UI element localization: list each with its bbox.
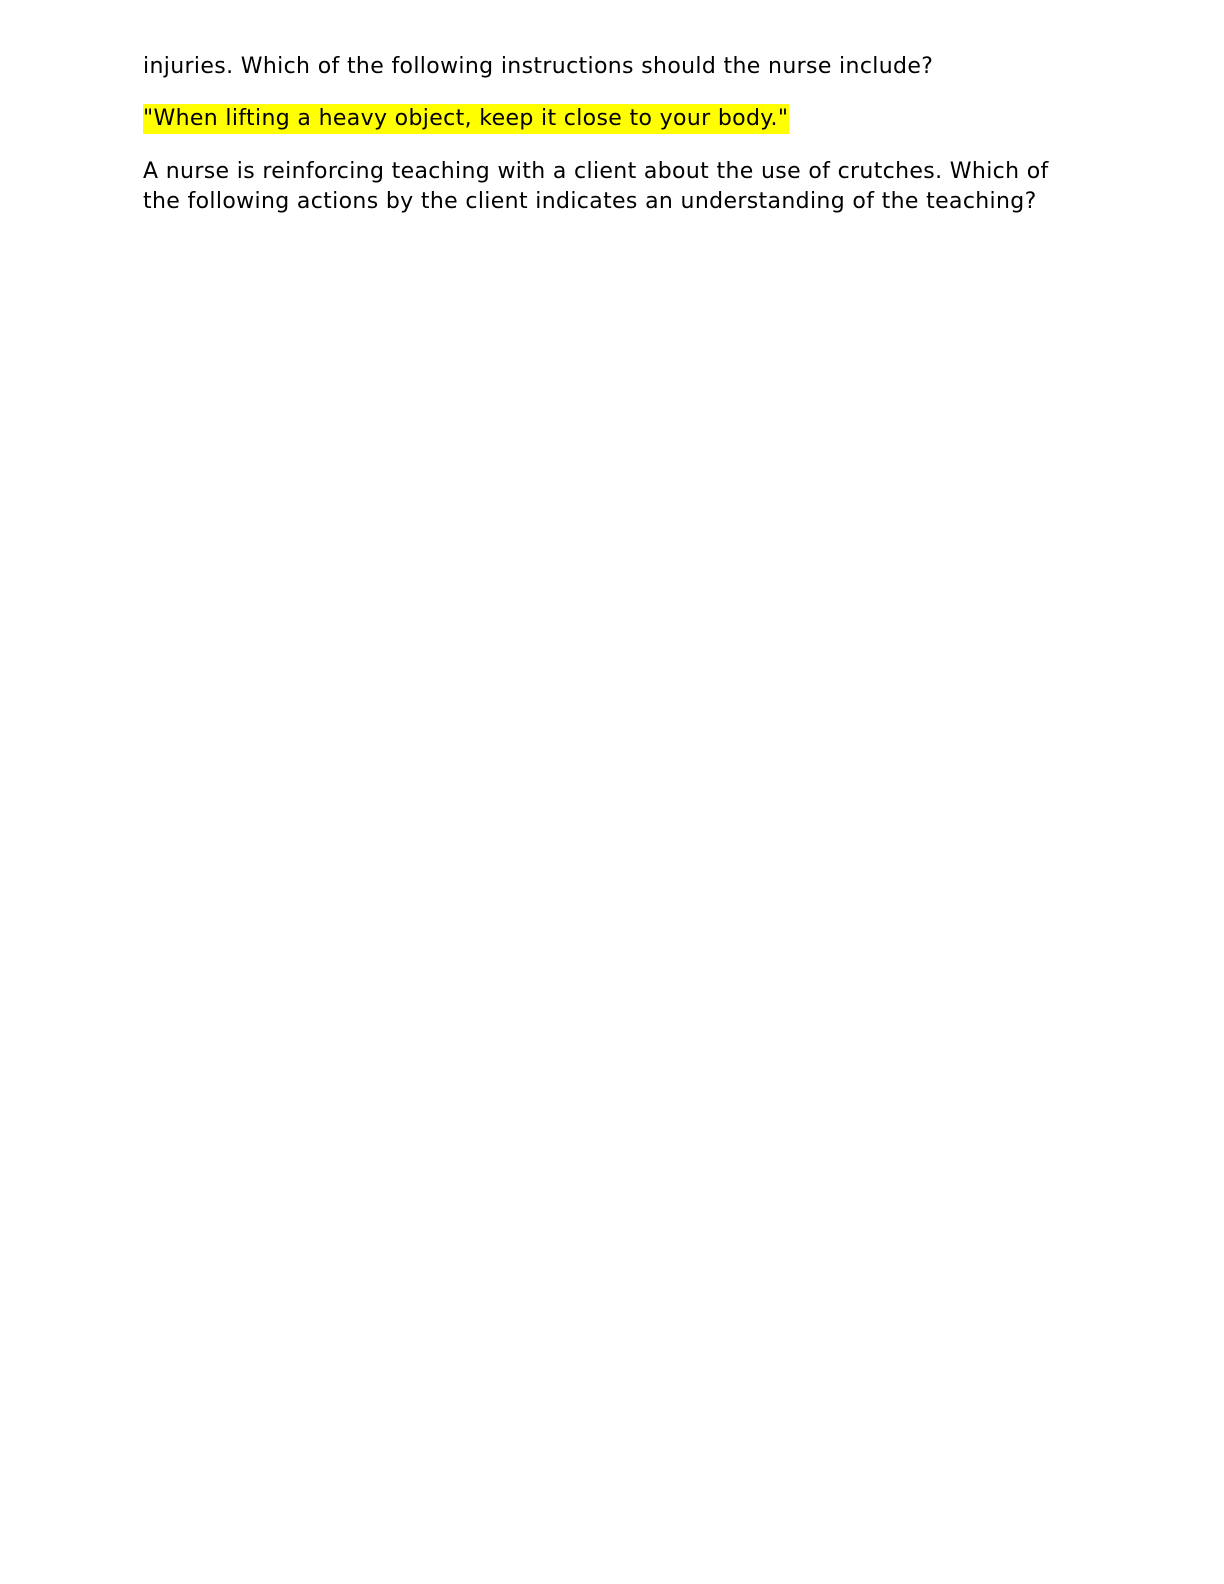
page-content: [143, 52, 1093, 217]
question-continuation-text: injuries. Which of the following instructions should the nurse include?: [143, 54, 934, 79]
answer-highlight-text: "When lifting a heavy object, keep it close to your body.": [143, 104, 789, 134]
question-text: A nurse is reinforcing teaching with a client about the use of crutches. Which of the following actions by the client indicates an understanding of the teaching?: [143, 159, 1049, 214]
highlighted-answer: [143, 104, 1093, 134]
